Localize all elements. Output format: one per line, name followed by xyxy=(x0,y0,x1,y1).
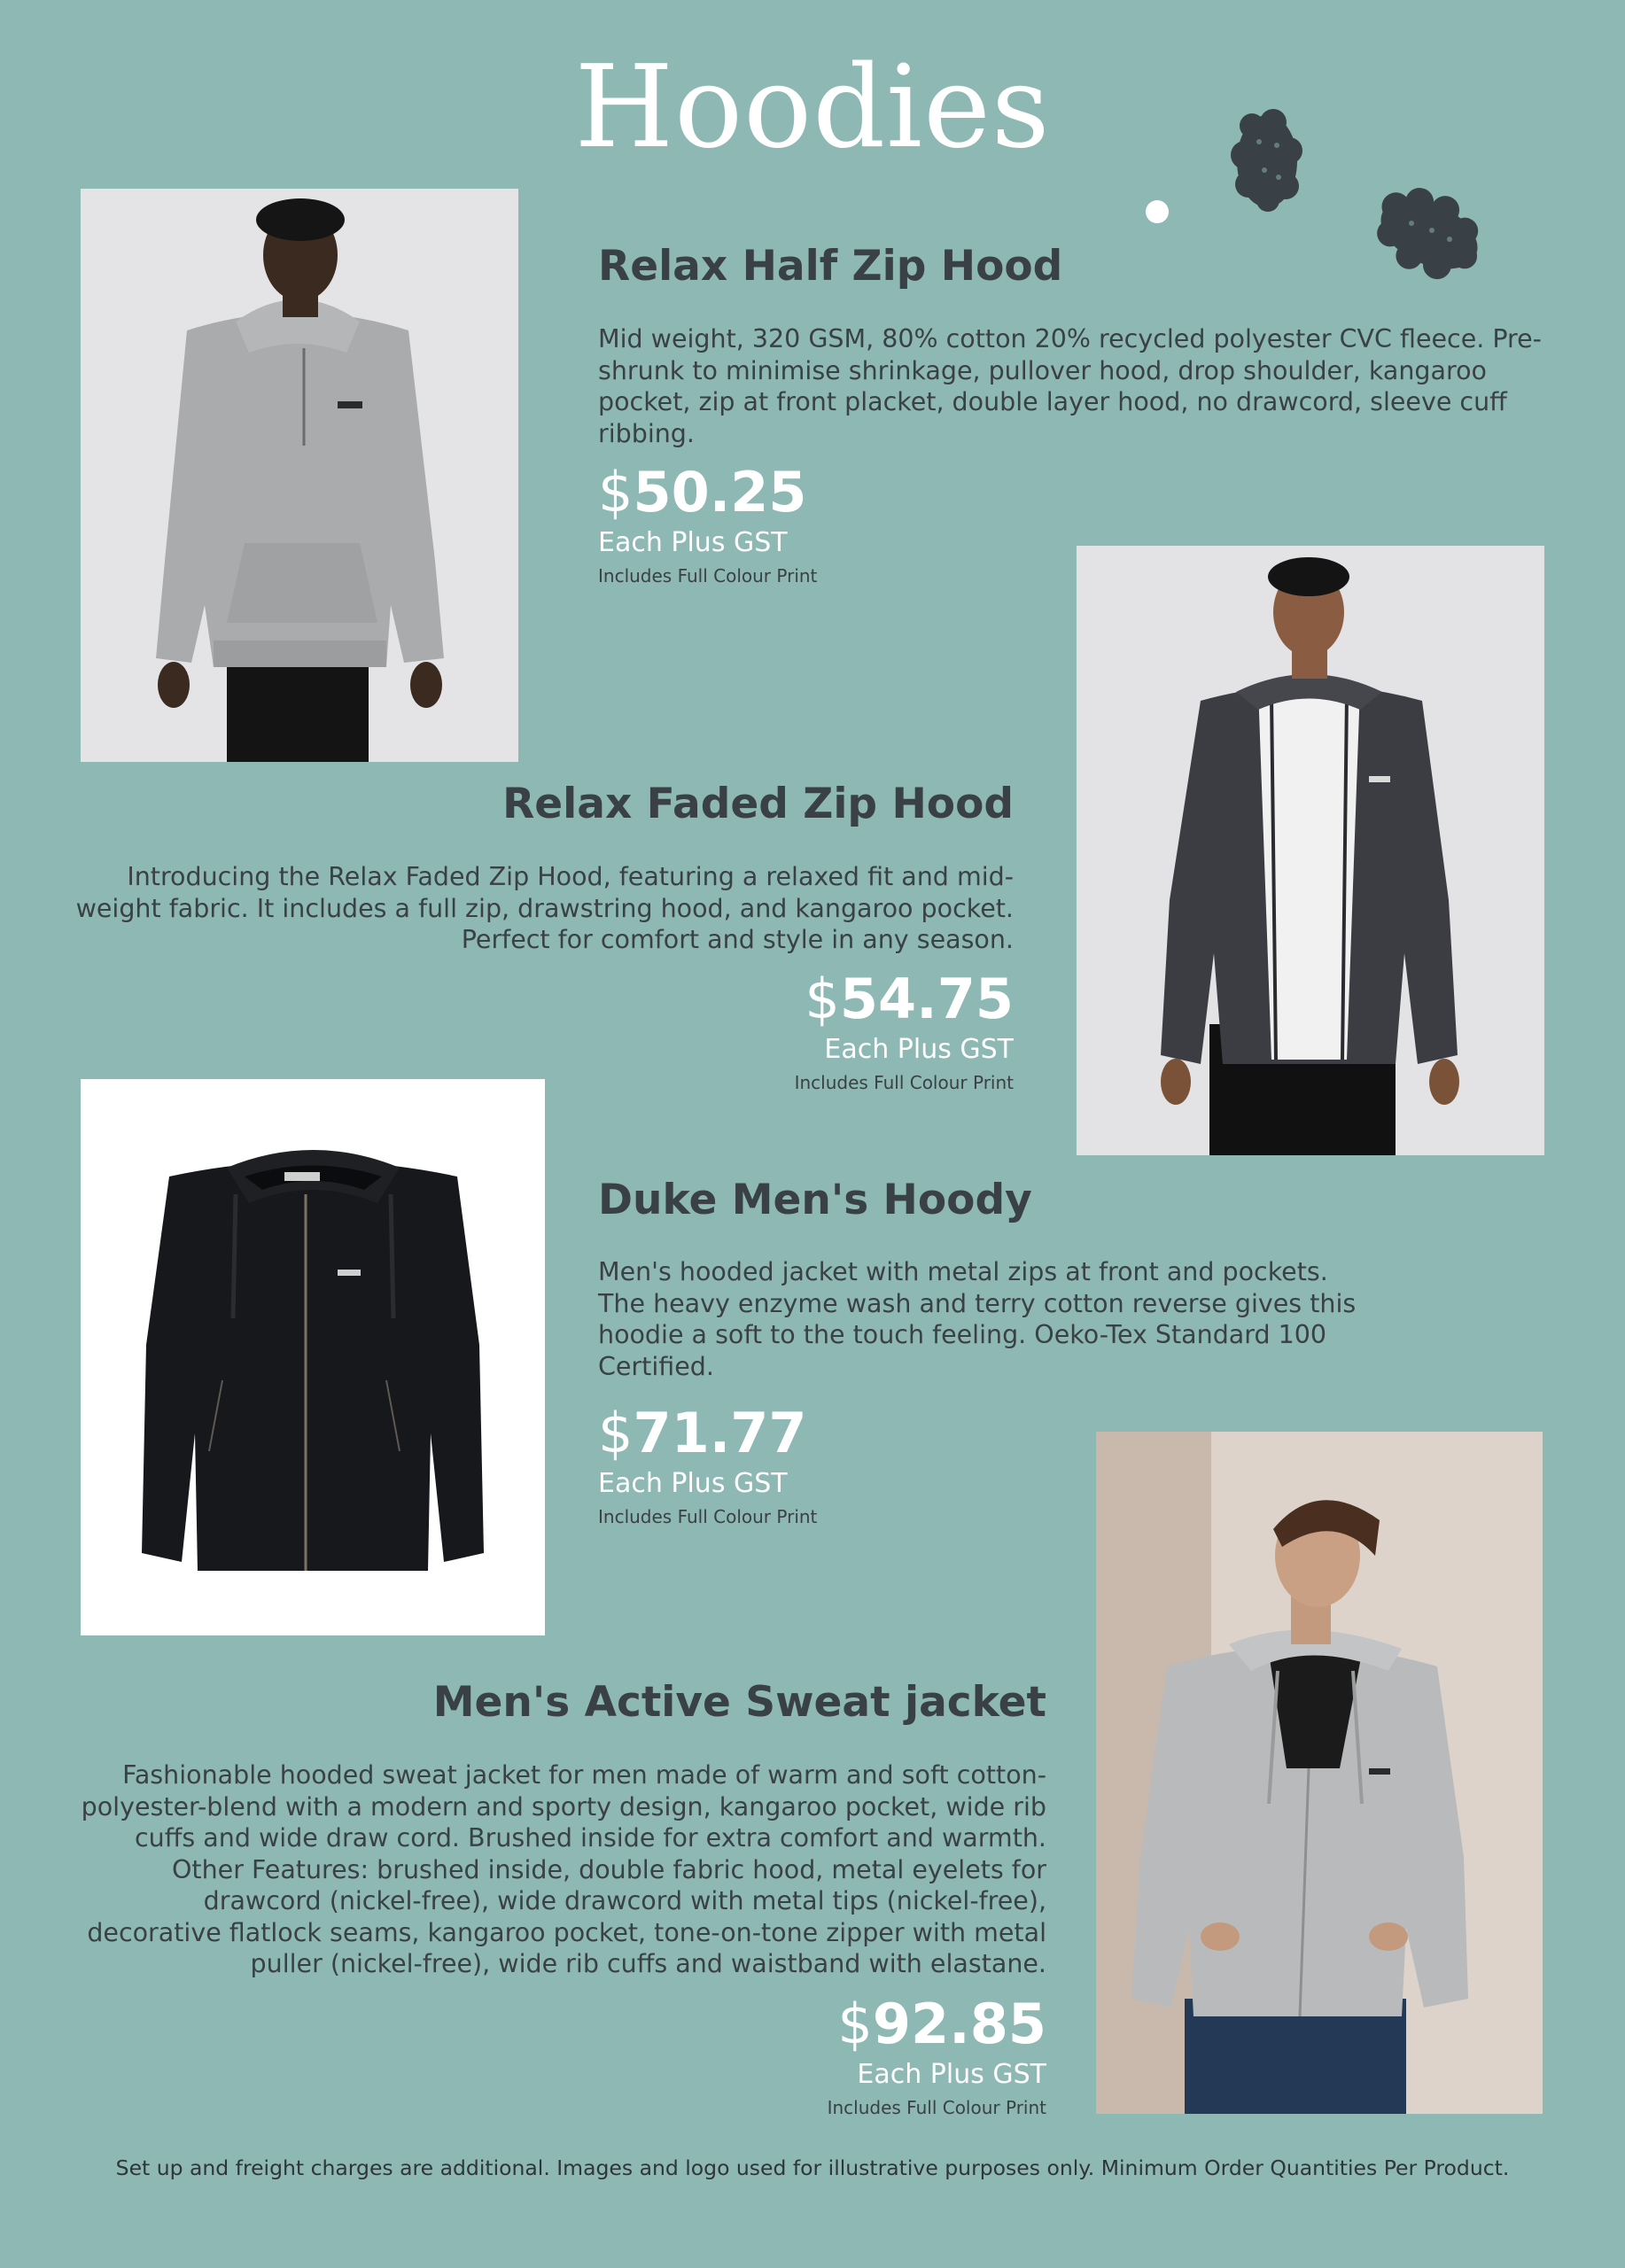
product-price xyxy=(598,1401,807,1465)
product-price xyxy=(598,460,807,524)
pinecone-icon xyxy=(1227,106,1307,213)
product-description: Mid weight, 320 GSM, 80% cotton 20% recycled polyester CVC fleece. Pre-shrunk to minimise shrinkage, pullover hood, drop shoulder, kangaroo pocket, zip at front placket, double layer hood, no drawcord, sleeve cuff ribbing. xyxy=(598,324,1542,448)
product-photo-relax-faded-zip-hood xyxy=(1077,546,1544,1155)
product-description: Men's hooded jacket with metal zips at front and pockets. The heavy enzyme wash and terry cotton reverse gives this hoodie a soft to the touch feeling. Oeko-Tex Standard 100 Certified. xyxy=(598,1257,1357,1381)
product-photo-relax-half-zip-hood xyxy=(81,189,518,762)
price-amount: 71.77 xyxy=(633,1401,807,1465)
product-title: Men's Active Sweat jacket xyxy=(432,1678,1046,1727)
price-note: Each Plus GST xyxy=(857,2059,1046,2090)
product-title: Duke Men's Hoody xyxy=(598,1176,1032,1224)
footer-disclaimer: Set up and freight charges are additional. Images and logo used for illustrative purposes only. Minimum Order Quantities Per Product. xyxy=(115,2155,1510,2180)
price-amount: 54.75 xyxy=(839,967,1014,1031)
product-description: Fashionable hooded sweat jacket for men made of warm and soft cotton-polyester-blend with a modern and sporty design, kangaroo pocket, wide rib cuffs and wide draw cord. Brushed inside for extra comfort and warmth. Other Features: brushed inside, double fabric hood, metal eyelets for drawcord (nickel-free), wide drawcord with metal tips (nickel-free), decorative flatlock seams, kangaroo pocket, tone-on-tone zipper with metal puller (nickel-free), wide rib cuffs and waistband with elastane. xyxy=(81,1760,1046,1978)
currency-symbol: $ xyxy=(598,460,634,524)
price-note: Each Plus GST xyxy=(598,527,788,558)
price-amount: 92.85 xyxy=(872,1992,1046,2056)
product-title: Relax Faded Zip Hood xyxy=(502,780,1014,828)
pinecone-icon xyxy=(1372,188,1487,281)
price-note: Each Plus GST xyxy=(824,1034,1014,1065)
product-price xyxy=(653,1992,1046,2056)
product-description: Introducing the Relax Faded Zip Hood, featuring a relaxed fit and mid-weight fabric. It includes a full zip, drawstring hood, and kangaroo pocket. Perfect for comfort and style in any season. xyxy=(75,862,1014,954)
product-photo-mens-active-sweat-jacket xyxy=(1096,1432,1543,2114)
print-note: Includes Full Colour Print xyxy=(598,1506,818,1527)
snowball-icon xyxy=(1145,199,1170,224)
currency-symbol: $ xyxy=(837,1992,873,2056)
print-note: Includes Full Colour Print xyxy=(794,1072,1014,1093)
print-note: Includes Full Colour Print xyxy=(827,2097,1046,2118)
product-price xyxy=(620,967,1014,1031)
price-amount: 50.25 xyxy=(633,460,807,524)
price-note: Each Plus GST xyxy=(598,1468,788,1499)
currency-symbol: $ xyxy=(598,1401,634,1465)
currency-symbol: $ xyxy=(805,967,840,1031)
product-title: Relax Half Zip Hood xyxy=(598,242,1063,291)
page-title: Hoodies xyxy=(574,42,1051,174)
product-photo-duke-mens-hoody xyxy=(81,1079,545,1635)
print-note: Includes Full Colour Print xyxy=(598,565,818,586)
